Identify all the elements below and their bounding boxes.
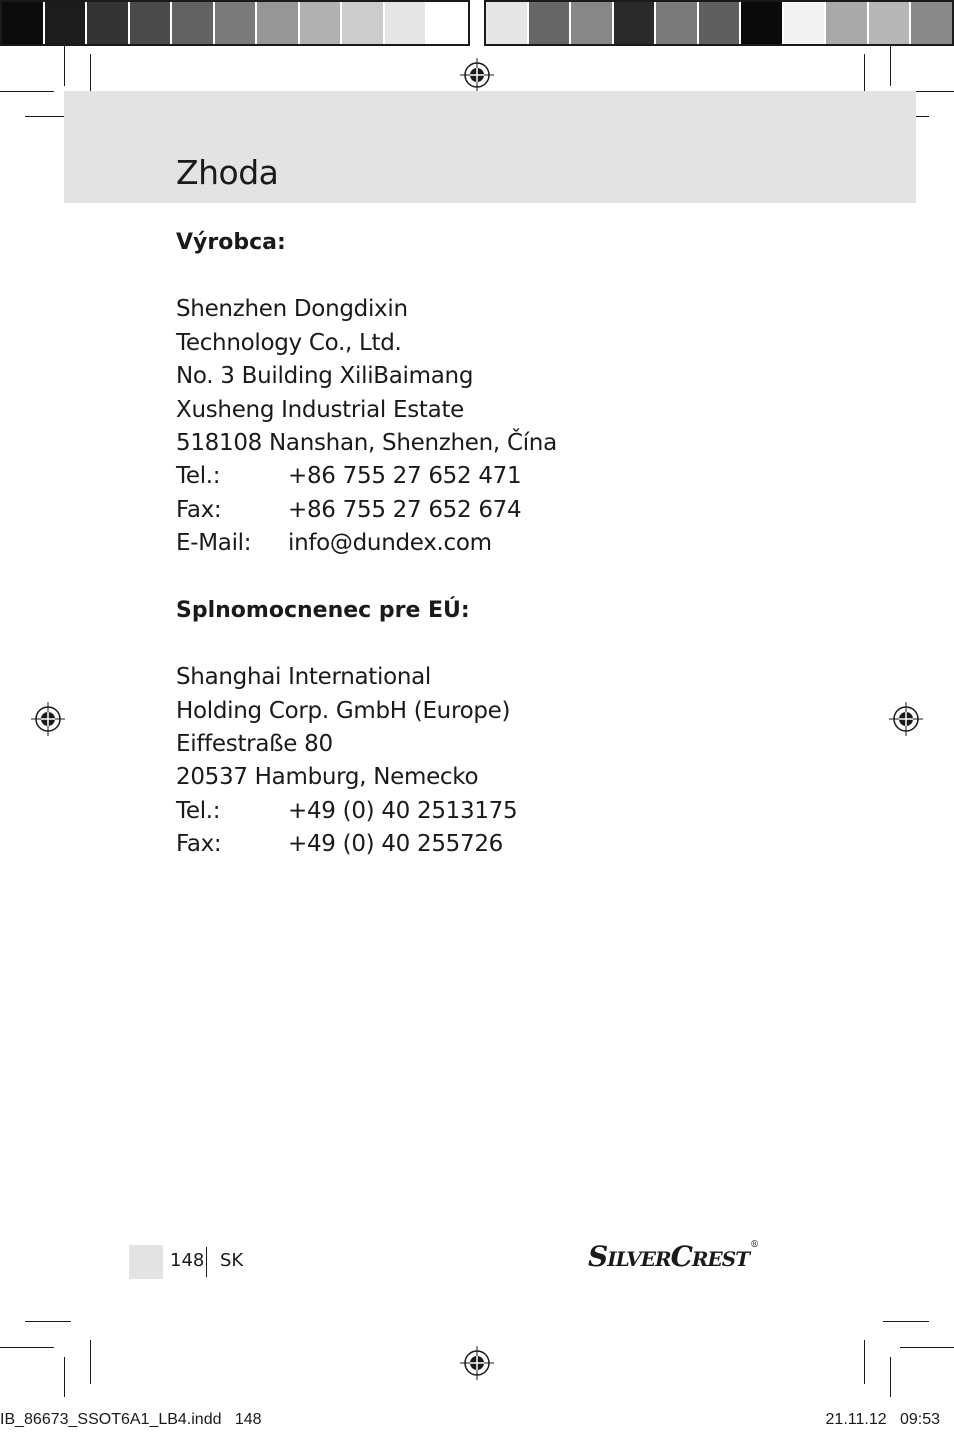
crop-mark [25, 1321, 71, 1322]
brand-logo [588, 1240, 758, 1273]
contact-label: Fax: [176, 496, 222, 523]
color-swatch [342, 2, 385, 44]
contact-row-phone [176, 460, 816, 493]
crop-mark [864, 1340, 865, 1384]
color-swatch [427, 2, 468, 44]
page-number-tab [129, 1245, 163, 1279]
contact-value: +49 (0) 40 2513175 [288, 797, 518, 824]
contact-value: +86 755 27 652 674 [288, 496, 522, 523]
address-line: Shenzhen Dongdixin [176, 296, 408, 323]
registration-mark-icon [889, 702, 923, 736]
print-slug-timestamp: 21.11.12 09:53 [825, 1411, 940, 1428]
color-swatch [45, 2, 88, 44]
contact-row-fax [176, 494, 816, 527]
document-body [176, 226, 816, 862]
contact-label: Tel.: [176, 463, 221, 490]
crop-mark [890, 1357, 891, 1397]
color-swatch [699, 2, 742, 44]
color-swatch [257, 2, 300, 44]
contact-value: +49 (0) 40 255726 [288, 831, 504, 858]
page-title: Zhoda [176, 153, 279, 192]
crop-mark [64, 1357, 65, 1397]
address-line: Holding Corp. GmbH (Europe) [176, 697, 511, 724]
color-swatch [130, 2, 173, 44]
registered-mark: ® [750, 1240, 759, 1250]
crop-mark [64, 46, 65, 86]
contact-label: Fax: [176, 831, 222, 858]
representative-section [176, 594, 816, 862]
color-calibration-bar-left [0, 0, 470, 46]
color-swatch [614, 2, 657, 44]
color-swatch [172, 2, 215, 44]
crop-mark [90, 1340, 91, 1384]
color-swatch [300, 2, 343, 44]
registration-mark-icon [31, 702, 65, 736]
page-number: 148 [170, 1250, 205, 1271]
language-code: SK [220, 1250, 244, 1271]
address-line: Shanghai International [176, 664, 432, 691]
crop-mark [883, 1321, 929, 1322]
contact-label: Tel.: [176, 797, 221, 824]
crop-mark [0, 1347, 54, 1348]
address-line: Eiffestraße 80 [176, 731, 333, 758]
color-swatch [486, 2, 529, 44]
color-swatch [385, 2, 428, 44]
address-line: Technology Co., Ltd. [176, 329, 402, 356]
contact-label: E-Mail: [176, 530, 252, 557]
color-swatch [869, 2, 912, 44]
color-swatch [529, 2, 572, 44]
crop-mark [0, 91, 54, 92]
address-line: No. 3 Building XiliBaimang [176, 363, 474, 390]
representative-heading: Splnomocnenec pre EÚ: [176, 597, 470, 623]
color-swatch [2, 2, 45, 44]
color-swatch [87, 2, 130, 44]
manufacturer-section [176, 226, 816, 561]
crop-mark [900, 1347, 954, 1348]
contact-value: +86 755 27 652 471 [288, 463, 522, 490]
address-line: 20537 Hamburg, Nemecko [176, 764, 479, 791]
color-swatch [571, 2, 614, 44]
registration-mark-icon [460, 1346, 494, 1380]
registration-mark-icon [460, 58, 494, 92]
header-band [64, 91, 916, 203]
address-line: Xusheng Industrial Estate [176, 396, 465, 423]
color-swatch [215, 2, 258, 44]
color-calibration-bar-right [484, 0, 954, 46]
color-swatch [826, 2, 869, 44]
contact-row-email [176, 527, 816, 560]
print-slug-file: IB_86673_SSOT6A1_LB4.indd 148 [0, 1411, 262, 1428]
contact-value: info@dundex.com [288, 530, 492, 557]
page-divider [206, 1247, 207, 1277]
color-swatch [741, 2, 784, 44]
color-swatch [656, 2, 699, 44]
manufacturer-heading: Výrobca: [176, 230, 286, 255]
contact-row-fax [176, 828, 816, 861]
color-swatch [784, 2, 827, 44]
address-line: 518108 Nanshan, Shenzhen, Čína [176, 429, 557, 456]
brand-name: SilverCrest [588, 1240, 750, 1273]
crop-mark [890, 46, 891, 86]
color-swatch [911, 2, 952, 44]
contact-row-phone [176, 795, 816, 828]
